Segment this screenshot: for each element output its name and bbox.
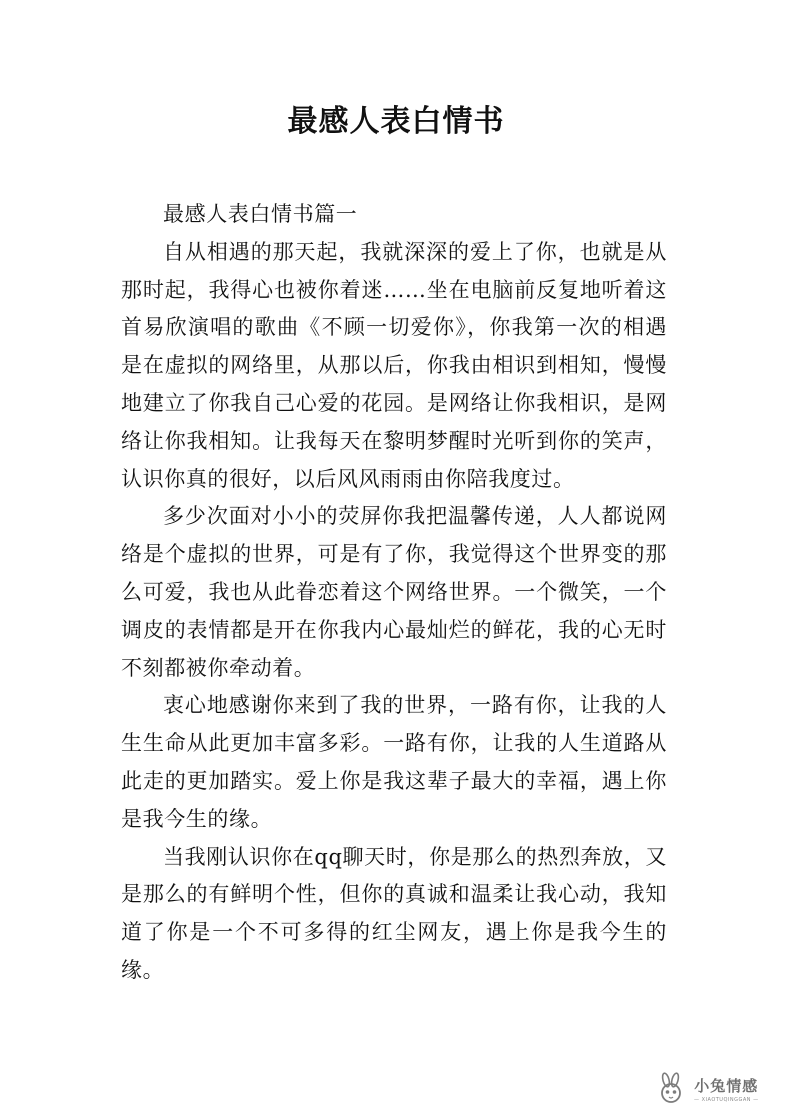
section-heading: 最感人表白情书篇一 — [163, 202, 358, 226]
paragraph: 多少次面对小小的荧屏你我把温馨传递，人人都说网络是个虚拟的世界，可是有了你，我觉得这个世界变的那么可爱，我也从此眷恋着这个网络世界。一个微笑，一个调皮的表情都是开在你我内心最灿烂的鲜花，我的心无时不刻都被你牵动着。 — [121, 504, 667, 680]
document-body — [121, 196, 667, 990]
watermark-name: 小兔情感 — [694, 1077, 759, 1095]
paragraph: 当我刚认识你在qq聊天时，你是那么的热烈奔放，又是那么的有鲜明个性，但你的真诚和温柔让我心动，我知道了你是一个不可多得的红尘网友，遇上你是我今生的缘。 — [121, 844, 667, 982]
watermark-text — [694, 1075, 759, 1103]
watermark-subtitle: — XIAOTUQINGGAN — — [694, 1097, 759, 1103]
rabbit-logo-icon — [654, 1072, 688, 1106]
watermark-logo — [654, 1066, 774, 1112]
paragraph: 自从相遇的那天起，我就深深的爱上了你，也就是从那时起，我得心也被你着迷……坐在电脑前反复地听着这首易欣演唱的歌曲《不顾一切爱你》，你我第一次的相遇是在虚拟的网络里，从那以后，你我由相识到相知，慢慢地建立了你我自己心爱的花园。是网络让你我相识，是网络让你我相知。让我每天在黎明梦醒时光听到你的笑声，认识你真的很好，以后风风雨雨由你陪我度过。 — [121, 239, 667, 491]
paragraph: 衷心地感谢你来到了我的世界，一路有你，让我的人生生命从此更加丰富多彩。一路有你，让我的人生道路从此走的更加踏实。爱上你是我这辈子最大的幸福，遇上你是我今生的缘。 — [121, 693, 667, 831]
document-title: 最感人表白情书 — [287, 104, 505, 139]
